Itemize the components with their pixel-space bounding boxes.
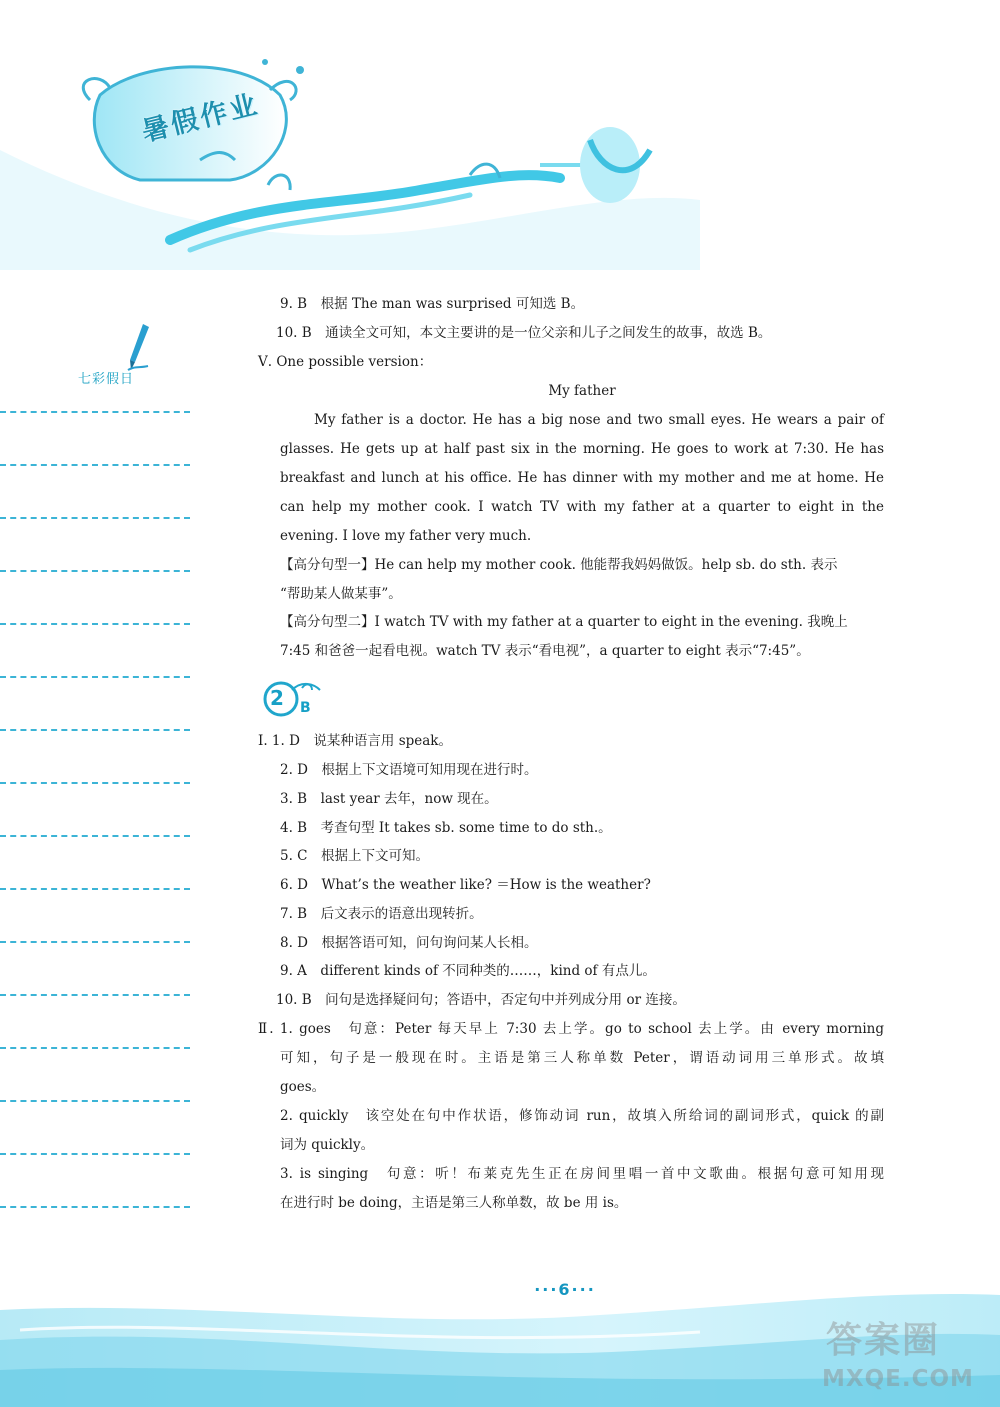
note-line (0, 941, 190, 943)
pattern2-line: 【高分句型二】I watch TV with my father at a quarter to eight in the evening. 我晚上 (280, 614, 848, 630)
part1-answer: 9. A different kinds of 不同种类的……，kind of 有点儿。 (280, 963, 656, 979)
note-line (0, 1153, 190, 1155)
essay-line: can help my mother cook. I watch TV with my father at a quarter to eight in the (280, 499, 884, 515)
note-line (0, 782, 190, 784)
pen-icon (126, 322, 152, 372)
note-line (0, 1100, 190, 1102)
part1-answer: 6. D What’s the weather like? ＝How is the weather? (280, 877, 651, 893)
pattern1-line: “帮助某人做某事”。 (280, 586, 402, 602)
note-line (0, 623, 190, 625)
part1-answer: 8. D 根据答语可知，问句询问某人长相。 (280, 935, 538, 951)
page-number: ···6··· (534, 1280, 596, 1299)
part1-answer: 7. B 后文表示的语意出现转折。 (280, 906, 483, 922)
section-number: 2 (270, 686, 284, 710)
note-line (0, 464, 190, 466)
part1-answer: 3. B last year 去年，now 现在。 (280, 791, 498, 807)
note-line (0, 676, 190, 678)
part1-answer: Ⅰ. 1. D 说某种语言用 speak。 (258, 733, 452, 749)
part2-answer: goes。 (280, 1079, 326, 1095)
note-line (0, 570, 190, 572)
part2-answer: 可知，句子是一般现在时。主语是第三人称单数 Peter，谓语动词用三单形式。故填 (280, 1050, 884, 1066)
watermark-url: MXQE.COM (822, 1366, 974, 1392)
part1-answer: 10. B 问句是选择疑问句；答语中，否定句中并列成分用 or 连接。 (276, 992, 686, 1008)
answer-10: 10. B 通读全文可知，本文主要讲的是一位父亲和儿子之间发生的故事，故选 B。 (276, 325, 772, 341)
part2-answer: 词为 quickly。 (280, 1137, 375, 1153)
pattern2-line: 7:45 和爸爸一起看电视。watch TV 表示“看电视”，a quarter to eight 表示“7:45”。 (280, 643, 810, 659)
part1-answer: 4. B 考查句型 It takes sb. some time to do sth.。 (280, 820, 612, 836)
watermark-logo: 答案圈 (826, 1320, 941, 1361)
note-line (0, 517, 190, 519)
pattern1-line: 【高分句型一】He can help my mother cook. 他能帮我妈妈做饭。help sb. do sth. 表示 (280, 557, 838, 573)
essay-line: glasses. He gets up at half past six in the morning. He goes to work at 7:30. He has (280, 441, 884, 457)
part2-answer: 3. is singing 句意：听！布莱克先生正在房间里唱一首中文歌曲。根据句意可知用现 (280, 1166, 884, 1182)
note-line (0, 411, 190, 413)
essay-title: My father (548, 383, 616, 399)
essay-line: breakfast and lunch at his office. He has dinner with my mother and me at home. He (280, 470, 884, 486)
answer-9: 9. B 根据 The man was surprised 可知选 B。 (280, 296, 585, 312)
part1-answer: 5. C 根据上下文可知。 (280, 848, 430, 864)
essay-line: My father is a doctor. He has a big nose and two small eyes. He wears a pair of (314, 412, 884, 428)
page-header-title: 暑假作业 (138, 88, 263, 148)
sidebar-label: 七彩假日 (78, 372, 135, 387)
part2-answer: 在进行时 be doing，主语是第三人称单数，故 be 用 is。 (280, 1195, 628, 1211)
part2-answer: 2. quickly 该空处在句中作状语，修饰动词 run，故填入所给词的副词形式，quick 的副 (280, 1108, 884, 1124)
part5-heading: Ⅴ. One possible version： (258, 354, 433, 370)
note-line (0, 888, 190, 890)
section-letter: B (300, 700, 311, 716)
note-line (0, 1206, 190, 1208)
essay-line: evening. I love my father very much. (280, 528, 532, 544)
note-line (0, 835, 190, 837)
part1-answer: 2. D 根据上下文语境可知用现在进行时。 (280, 762, 538, 778)
part2-answer: Ⅱ. 1. goes 句意：Peter 每天早上 7:30 去上学。go to school 去上学。由 every morning (258, 1021, 884, 1037)
note-line (0, 1047, 190, 1049)
note-line (0, 729, 190, 731)
note-line (0, 994, 190, 996)
